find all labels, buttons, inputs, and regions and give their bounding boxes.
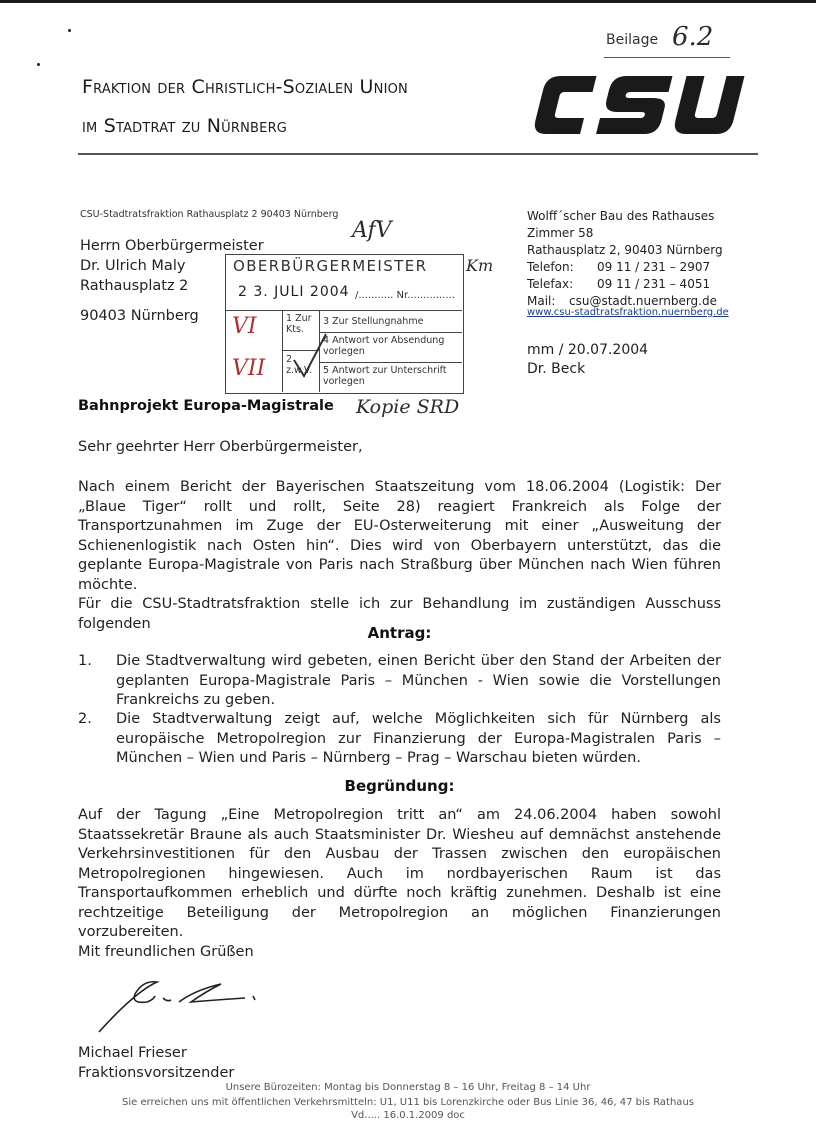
recipient-line: Rathausplatz 2 [80, 278, 189, 294]
footer-transport: Sie erreichen uns mit öffentlichen Verkehrsmitteln: U1, U11 bis Lorenzkirche oder Bus Linie 36, 46, 47 bis Rathaus [121, 1097, 694, 1108]
stamp-divider [320, 332, 462, 333]
sender-line: CSU-Stadtratsfraktion Rathausplatz 2 90403 Nürnberg [80, 209, 339, 220]
signer-name: Michael Frieser [78, 1045, 187, 1061]
stamp-divider [320, 362, 462, 363]
phone-label: Telefon: [527, 260, 574, 274]
contact-room: Zimmer 58 [527, 226, 594, 240]
contact-phone [527, 259, 723, 276]
scan-speck [68, 29, 71, 32]
subject-line: Bahnprojekt Europa-Magistrale [78, 398, 334, 414]
handwritten-signature [95, 972, 270, 1036]
letterhead-line-1: Fraktion der Christlich-Sozialen Union [82, 76, 408, 98]
beilage-underline [604, 57, 730, 58]
beilage-label: Beilage [606, 32, 659, 48]
begruendung-heading: Begründung: [344, 777, 455, 795]
csu-logo [528, 70, 756, 140]
salutation: Sehr geehrter Herr Oberbürgermeister, [78, 439, 363, 455]
stamp-box-1: 1 Zur Kts. [286, 313, 312, 335]
fax-label: Telefax: [527, 277, 574, 291]
antrag-item-text: Die Stadtverwaltung wird gebeten, einen Bericht über den Stand der Arbeiten der geplanten Europa-Magistrale Paris – München - Wien sowie die Vorstellungen Frankreichs zu geben. [116, 653, 721, 708]
antrag-heading: Antrag: [367, 624, 432, 642]
handwritten-afv: AfV [352, 218, 392, 243]
antrag-item-number: 1. [78, 653, 92, 669]
contact-building: Wolff´scher Bau des Rathauses [527, 209, 715, 223]
reference-code: mm / 20.07.2004 [527, 342, 649, 358]
antrag-item-number: 2. [78, 711, 92, 727]
handwritten-km: Km [466, 256, 494, 275]
fax-value: 09 11 / 231 – 4051 [597, 277, 711, 291]
reference-author: Dr. Beck [527, 361, 586, 377]
signer-title: Fraktionsvorsitzender [78, 1064, 235, 1081]
beilage-number: 6.2 [672, 22, 714, 52]
footer-office-hours: Unsere Bürozeiten: Montag bis Donnerstag 8 – 16 Uhr, Freitag 8 – 14 Uhr [225, 1082, 591, 1093]
stamp-divider [226, 310, 462, 311]
antrag-item-text: Die Stadtverwaltung zeigt auf, welche Möglichkeiten sich für Nürnberg als europäische Metropolregion zur Finanzierung der Europa-Magistralen Paris – München – Wien und Paris – Nürnberg – Prag – Warschau bieten würden. [116, 711, 721, 766]
stamp-divider [282, 311, 283, 392]
footer-doc-ref: Vd..... 16.0.1.2009 doc [351, 1110, 465, 1121]
contact-fax [527, 276, 723, 293]
stamp-date: 2 3. JULI 2004 [238, 284, 350, 300]
handwritten-roman-6: VI [232, 314, 257, 339]
stamp-option-3: 3 Zur Stellungnahme [323, 316, 424, 327]
signer-block [78, 1044, 721, 1083]
handwritten-checkmark [290, 330, 330, 380]
contact-block [527, 208, 723, 310]
contact-address: Rathausplatz 2, 90403 Nürnberg [527, 243, 723, 257]
letterhead-rule [78, 153, 758, 155]
closing-greeting: Mit freundlichen Grüßen [78, 944, 254, 960]
stamp-title: OBERBÜRGERMEISTER [233, 257, 428, 275]
handwritten-roman-7: VII [232, 356, 266, 381]
stamp-box-2: 2 z.w.V. [286, 354, 313, 376]
stamp-number-field: /........... Nr............... [355, 290, 455, 301]
stamp-option-4: 4 Antwort vor Absendung vorlegen [323, 335, 445, 357]
phone-value: 09 11 / 231 – 2907 [597, 260, 711, 274]
begruendung-paragraph: Auf der Tagung „Eine Metropolregion tritt an“ am 24.06.2004 haben sowohl Staatssekretär Braune als auch Staatsminister Dr. Wiesheu auf demnächst anstehende Verkehrsinvestitionen für den Ausbau der Trassen zwischen den europäischen Metropolregionen hingewiesen. Auch im nordbayerischen Raum ist das Transportaufkommen erheblich und dürfte noch kräftig zunehmen. Deshalb ist eine rechtzeitige Beteiligung der Metropolregion an möglichen Finanzierungen vorzubereiten. [78, 807, 721, 940]
website-link[interactable]: www.csu-stadtratsfraktion.nuernberg.de [527, 307, 729, 318]
reference-block [527, 341, 648, 379]
scan-top-edge [0, 0, 816, 3]
letterhead-line-2: im Stadtrat zu Nürnberg [82, 115, 288, 137]
intro-paragraph: Nach einem Bericht der Bayerischen Staatszeitung vom 18.06.2004 (Logistik: Der „Blaue Tiger“ rollt und rollt, Seite 28) reagiert Frankreich als Folge der Transportzunahmen im Zuge der EU-Osterweiterung mit einer „Ausweitung der Schienenlogistik nach Osten hin“. Dies wird von Oberbayern unterstützt, das die geplante Europa-Magistrale von Paris nach Straßburg über München nach Wien führen möchte. Für die CSU-Stadtratsfraktion stelle ich zur Behandlung im zuständigen Ausschuss folgenden [78, 479, 721, 632]
handwritten-kopie: Kopie SRD [356, 396, 460, 418]
scan-speck [37, 63, 40, 66]
mail-value: csu@stadt.nuernberg.de [569, 294, 717, 308]
recipient-line: Dr. Ulrich Maly [80, 258, 186, 274]
recipient-line: Herrn Oberbürgermeister [80, 238, 264, 254]
mail-label: Mail: [527, 294, 556, 308]
recipient-city: 90403 Nürnberg [80, 308, 199, 324]
stamp-option-5: 5 Antwort zur Unterschrift vorlegen [323, 365, 447, 387]
